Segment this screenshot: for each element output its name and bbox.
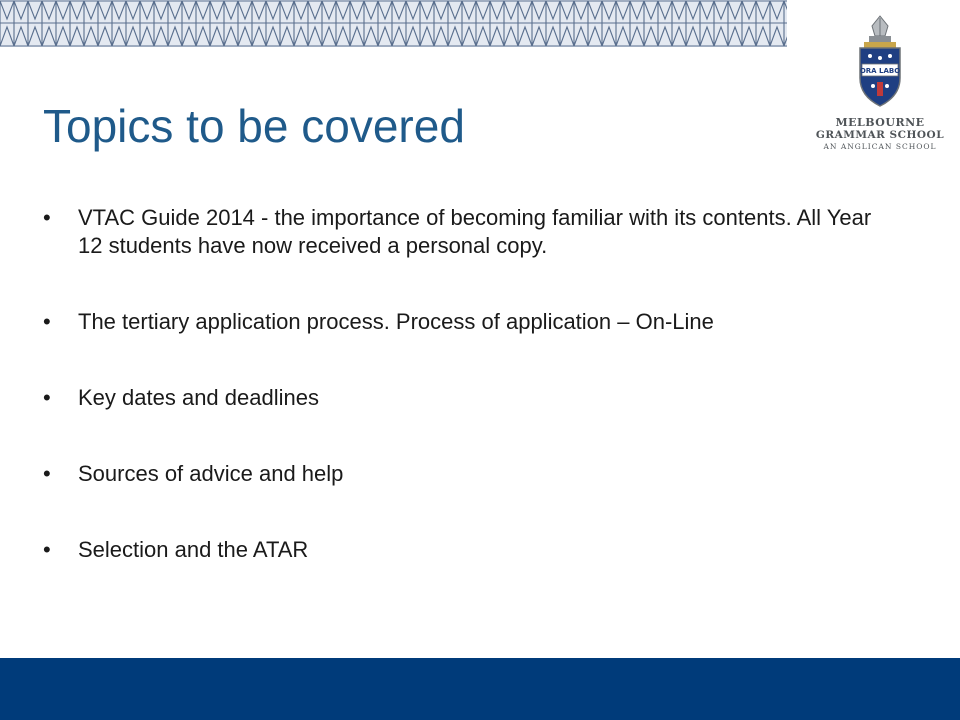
topic-item: • Selection and the ATAR: [43, 536, 873, 564]
logo-line-3: AN ANGLICAN SCHOOL: [823, 142, 937, 151]
topic-list: [43, 204, 873, 612]
logo-line-1: MELBOURNE: [835, 116, 925, 129]
logo-line-2: GRAMMAR SCHOOL: [815, 129, 945, 141]
zigzag-pattern: [0, 0, 787, 47]
pattern-zigzag-row: [0, 1, 787, 23]
pattern-zigzag-row: [0, 23, 787, 46]
footer-band: [0, 658, 960, 720]
topic-item: • VTAC Guide 2014 - the importance of becoming familiar with its contents. All Year 12 students have now received a personal copy.: [43, 204, 873, 260]
school-logo: [812, 14, 948, 154]
topic-item: • The tertiary application process. Process of application – On-Line: [43, 308, 873, 336]
crest-motto: ORA LABO: [859, 67, 901, 75]
slide-title: Topics to be covered: [43, 100, 465, 152]
topic-item: • Key dates and deadlines: [43, 384, 873, 412]
school-crest-icon: [855, 14, 905, 110]
topic-item: • Sources of advice and help: [43, 460, 873, 488]
decorative-pattern-band: [0, 0, 787, 47]
